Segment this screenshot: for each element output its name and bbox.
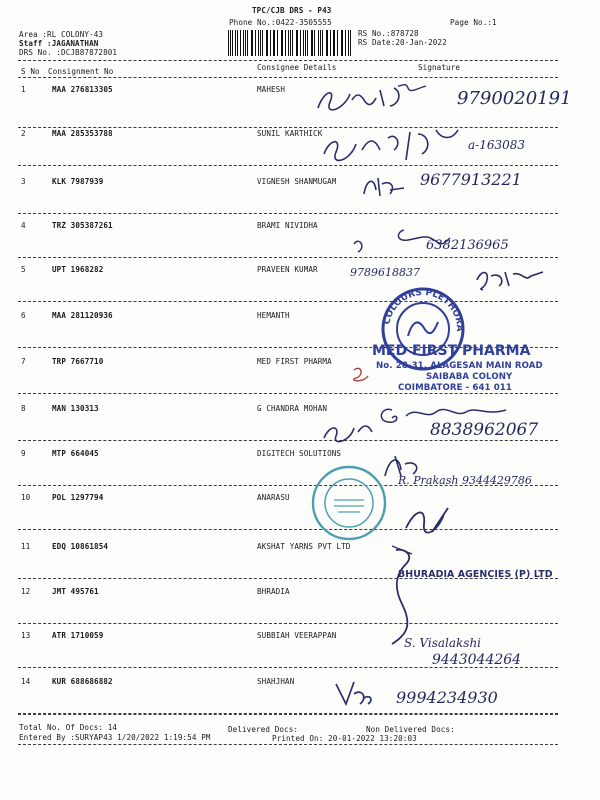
barcode-bar bbox=[334, 30, 335, 56]
divider bbox=[18, 714, 558, 715]
area-label: Area :RL COLONY-43 bbox=[19, 30, 104, 39]
col-sno-header: S No bbox=[21, 67, 40, 76]
row-sno: 1 bbox=[21, 85, 26, 94]
consignee-name: MED FIRST PHARMA bbox=[257, 357, 332, 366]
signature-row-7 bbox=[350, 362, 380, 384]
pharma-stamp-address-1: No. 28-31, ALAGESAN MAIN ROAD bbox=[376, 361, 543, 371]
signature-row-11 bbox=[376, 540, 456, 650]
barcode-bar bbox=[345, 30, 346, 56]
barcode-bar bbox=[237, 30, 238, 56]
consignment-no: EDQ 10861854 bbox=[52, 542, 109, 551]
pharma-stamp-address-3: COIMBATORE - 641 011 bbox=[398, 383, 512, 393]
consignee-name: AKSHAT YARNS PVT LTD bbox=[257, 542, 351, 551]
consignment-no: ATR 1710059 bbox=[52, 631, 104, 640]
barcode-bar bbox=[277, 30, 278, 56]
printed-on: Printed On: 20-01-2022 13:20:03 bbox=[272, 734, 417, 743]
col-signature-header: Signature bbox=[418, 63, 461, 72]
col-consignee-header: Consignee Details bbox=[257, 63, 337, 72]
row-divider bbox=[18, 393, 558, 394]
bhradia-stamp: BHURADIA AGENCIES (P) LTD bbox=[398, 569, 553, 580]
consignee-name: VIGNESH SHANMUGAM bbox=[257, 177, 337, 186]
row-sno: 11 bbox=[21, 542, 31, 551]
rs-number: RS No.:878728 bbox=[358, 29, 419, 38]
signature-row-2 bbox=[318, 124, 478, 164]
consignment-no: UPT 1968282 bbox=[52, 265, 104, 274]
handwriting-row-3: 9677913221 bbox=[420, 170, 522, 189]
handwriting-row-13-phone: 9443044264 bbox=[432, 652, 522, 668]
signature-row-3 bbox=[360, 170, 410, 200]
barcode-bar bbox=[337, 30, 338, 56]
barcode-bar bbox=[327, 30, 328, 56]
consignment-no: MAA 285353788 bbox=[52, 129, 113, 138]
barcode-bar bbox=[235, 30, 236, 56]
consignee-name: MAHESH bbox=[257, 85, 286, 94]
barcode-bar bbox=[247, 30, 248, 56]
consignment-no: KLK 7987939 bbox=[52, 177, 104, 186]
consignee-name: SHAHJHAN bbox=[257, 677, 295, 686]
row-divider bbox=[18, 257, 558, 258]
barcode-bar bbox=[307, 30, 308, 56]
row-sno: 5 bbox=[21, 265, 26, 274]
phone-number: Phone No.:0422-3505555 bbox=[229, 18, 332, 27]
barcode-bar bbox=[320, 30, 321, 56]
consignment-no: MAN 130313 bbox=[52, 404, 99, 413]
page-number: Page No.:1 bbox=[450, 18, 497, 27]
row-sno: 8 bbox=[21, 404, 26, 413]
row-sno: 7 bbox=[21, 357, 26, 366]
row-sno: 10 bbox=[21, 493, 31, 502]
rs-date: RS Date:20-Jan-2022 bbox=[358, 38, 447, 47]
barcode-bar bbox=[318, 30, 319, 56]
drs-number: DRS No. :DCJB87872801 bbox=[19, 48, 118, 57]
handwriting-row-13-name: S. Visalakshi bbox=[404, 636, 482, 650]
barcode-bar bbox=[255, 30, 256, 56]
barcode-bar bbox=[262, 30, 263, 56]
divider bbox=[18, 77, 558, 78]
barcode-bar bbox=[285, 30, 286, 56]
signature-row-10 bbox=[402, 498, 462, 538]
document-title: TPC/CJB DRS - P43 bbox=[252, 6, 332, 15]
barcode-bar bbox=[274, 30, 275, 56]
consignment-no: JMT 495761 bbox=[52, 587, 99, 596]
consignee-name: HEMANTH bbox=[257, 311, 290, 320]
consignment-no: TRP 7667710 bbox=[52, 357, 104, 366]
row-sno: 4 bbox=[21, 221, 26, 230]
colours-plethora-seal bbox=[378, 286, 468, 372]
delivered-docs: Delivered Docs: bbox=[228, 725, 299, 734]
handwriting-row-4: 6382136965 bbox=[426, 238, 509, 253]
consignee-name: ANARASU bbox=[257, 493, 290, 502]
row-divider bbox=[18, 301, 558, 302]
handwriting-row-9: R. Prakash 9344429786 bbox=[398, 474, 532, 487]
barcode-bar bbox=[267, 30, 268, 56]
total-docs: Total No. Of Docs: 14 bbox=[19, 723, 118, 732]
handwriting-row-5: 9789618837 bbox=[350, 266, 420, 279]
pharma-stamp-address-2: SAIBABA COLONY bbox=[426, 372, 513, 382]
consignee-name: PRAVEEN KUMAR bbox=[257, 265, 318, 274]
row-divider bbox=[18, 165, 558, 166]
barcode-bar bbox=[251, 30, 252, 56]
row-divider bbox=[18, 623, 558, 624]
entered-by: Entered By :SURYAP43 1/20/2022 1:19:54 PM bbox=[19, 733, 211, 742]
row-sno: 9 bbox=[21, 449, 26, 458]
signature-row-1 bbox=[310, 80, 440, 120]
non-delivered-docs: Non Delivered Docs: bbox=[366, 725, 455, 734]
row-sno: 6 bbox=[21, 311, 26, 320]
row-divider bbox=[18, 213, 558, 214]
handwriting-row-8: 8838962067 bbox=[430, 420, 539, 440]
barcode-bar bbox=[228, 30, 229, 56]
divider bbox=[18, 744, 558, 745]
consignment-no: MAA 281120936 bbox=[52, 311, 113, 320]
signature-row-14 bbox=[330, 676, 390, 710]
barcode-bar bbox=[292, 30, 293, 56]
row-sno: 2 bbox=[21, 129, 26, 138]
handwriting-row-2: a-163083 bbox=[468, 138, 526, 152]
consignee-name: SUNIL KARTHICK bbox=[257, 129, 323, 138]
teal-round-seal bbox=[310, 464, 388, 542]
row-sno: 14 bbox=[21, 677, 31, 686]
consignment-no: KUR 688686882 bbox=[52, 677, 113, 686]
consignment-no: POL 1297794 bbox=[52, 493, 104, 502]
barcode-bar bbox=[297, 30, 298, 56]
staff-label: Staff :JAGANATHAN bbox=[19, 39, 99, 48]
row-divider bbox=[18, 529, 558, 530]
handwriting-row-14: 9994234930 bbox=[396, 688, 498, 707]
barcode-bar bbox=[305, 30, 306, 56]
row-sno: 12 bbox=[21, 587, 31, 596]
consignment-no: TRZ 305387261 bbox=[52, 221, 113, 230]
seal-ring-text: COLOURS PLETHORA bbox=[382, 287, 465, 332]
consignee-name: BHRADIA bbox=[257, 587, 290, 596]
row-sno: 13 bbox=[21, 631, 31, 640]
divider bbox=[18, 60, 558, 61]
consignee-name: DIGITECH SOLUTIONS bbox=[257, 449, 342, 458]
row-sno: 3 bbox=[21, 177, 26, 186]
consignee-name: SUBBIAH VEERAPPAN bbox=[257, 631, 337, 640]
handwriting-row-1: 9790020191 bbox=[457, 88, 572, 109]
col-consignment-header: Consignment No bbox=[48, 67, 114, 76]
barcode-bar bbox=[350, 30, 351, 56]
consignee-name: BRAMI NIVIDHA bbox=[257, 221, 318, 230]
barcode bbox=[228, 30, 352, 56]
consignee-name: G CHANDRA MOHAN bbox=[257, 404, 328, 413]
pharma-stamp-name: MED FIRST PHARMA bbox=[372, 343, 531, 359]
consignment-no: MAA 276813305 bbox=[52, 85, 113, 94]
consignment-no: MTP 664045 bbox=[52, 449, 99, 458]
